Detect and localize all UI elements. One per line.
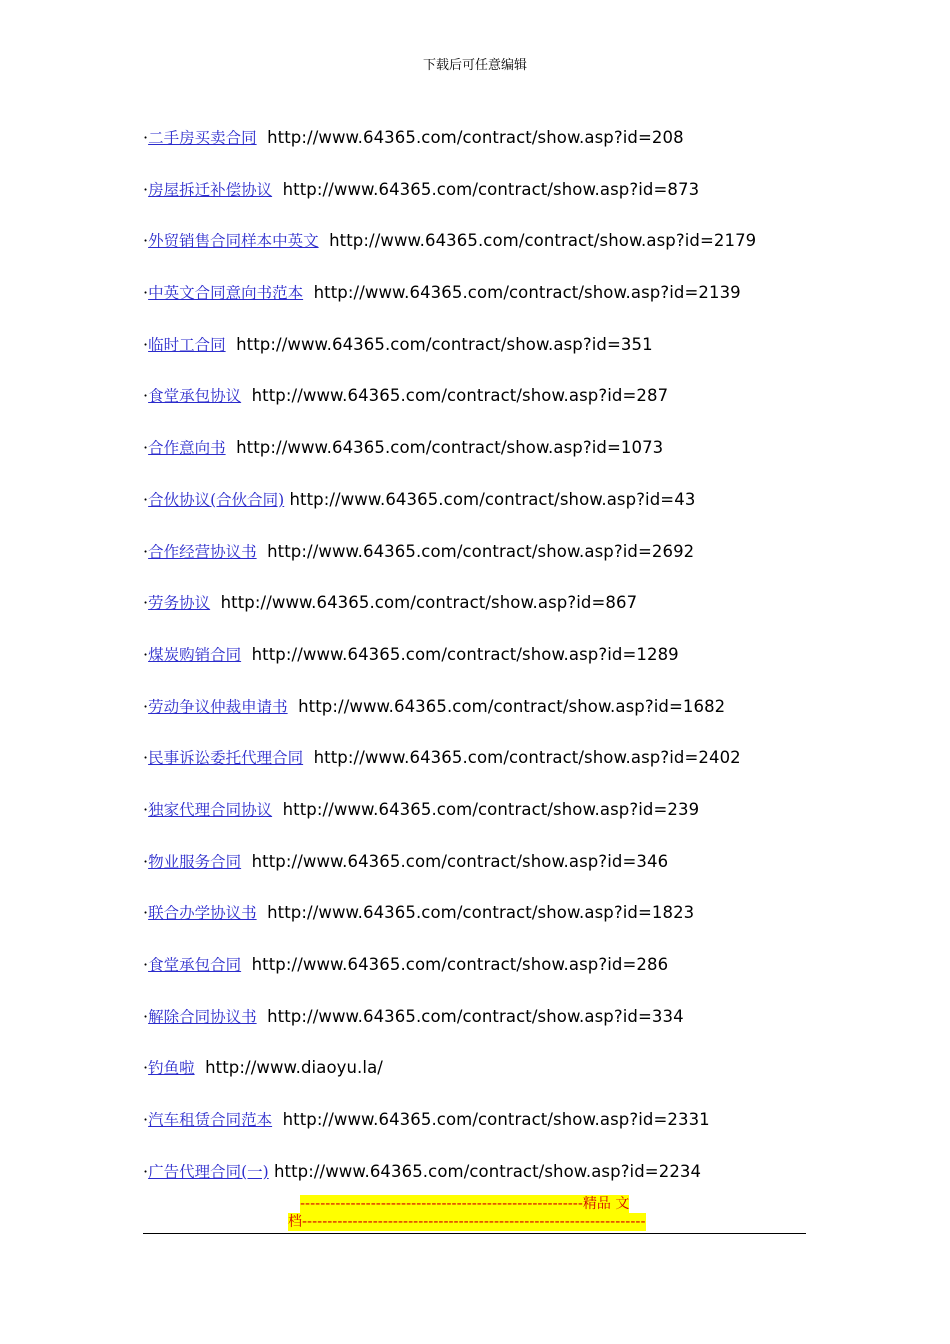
list-item: [143, 436, 843, 488]
contract-title-link[interactable]: 中英文合同意向书范本: [148, 284, 304, 303]
contract-title-link[interactable]: 物业服务合同: [148, 852, 242, 871]
list-item: [143, 178, 843, 230]
bullet: ·: [143, 903, 149, 923]
bullet: ·: [143, 386, 149, 406]
contract-title-link[interactable]: 临时工合同: [148, 335, 226, 354]
contract-url: http://www.64365.com/contract/show.asp?id=1289: [251, 644, 679, 664]
contract-url: http://www.64365.com/contract/show.asp?id=2402: [313, 748, 741, 768]
contract-title-link[interactable]: 合作经营协议书: [148, 542, 257, 561]
list-item: [143, 488, 843, 540]
bullet: ·: [143, 644, 149, 664]
contract-url: http://www.64365.com/contract/show.asp?id=208: [267, 128, 684, 147]
list-item: [143, 953, 843, 1005]
bullet: ·: [143, 489, 149, 509]
bullet: ·: [143, 283, 149, 303]
contract-title-link[interactable]: 独家代理合同协议: [148, 800, 273, 819]
contract-title-link[interactable]: 食堂承包合同: [148, 956, 242, 974]
bullet: ·: [143, 438, 149, 458]
contract-title-link[interactable]: 食堂承包协议: [148, 387, 242, 406]
bullet: ·: [143, 851, 149, 871]
bullet: ·: [143, 593, 149, 613]
bullet: ·: [143, 128, 149, 147]
bullet: ·: [143, 541, 149, 561]
contract-url: http://www.64365.com/contract/show.asp?id=1682: [298, 696, 726, 716]
contract-url: http://www.64365.com/contract/show.asp?id=2234: [273, 1161, 702, 1181]
list-item: [143, 229, 843, 281]
page-header: 下载后可任意编辑: [422, 58, 527, 73]
contract-url: http://www.64365.com/contract/show.asp?id=2692: [267, 541, 695, 561]
contract-url: http://www.64365.com/contract/show.asp?id=239: [282, 799, 700, 819]
contract-url: http://www.64365.com/contract/show.asp?id=2139: [313, 283, 741, 303]
bullet: ·: [143, 1110, 149, 1130]
list-item: [143, 540, 843, 592]
bullet: ·: [143, 748, 149, 768]
contract-title-link[interactable]: 民事诉讼委托代理合同: [148, 749, 304, 768]
contract-url: http://www.diaoyu.la/: [205, 1058, 383, 1078]
contract-url: http://www.64365.com/contract/show.asp?id=867: [220, 593, 638, 613]
bullet: ·: [143, 1006, 149, 1026]
contract-title-link[interactable]: 解除合同协议书: [148, 1007, 257, 1026]
list-item: [143, 1108, 843, 1160]
list-item: [143, 695, 843, 747]
contract-title-link[interactable]: 煤炭购销合同: [148, 645, 242, 664]
footer-watermark-line-1: --------------------------------------------------------精品 文: [300, 1196, 630, 1212]
list-item: [143, 901, 843, 953]
contract-url: http://www.64365.com/contract/show.asp?id=873: [282, 179, 700, 199]
bullet: ·: [143, 334, 149, 354]
list-item: [143, 281, 843, 333]
contract-url: http://www.64365.com/contract/show.asp?id=346: [251, 851, 669, 871]
contract-url: http://www.64365.com/contract/show.asp?id=1823: [267, 903, 695, 923]
contract-title-link[interactable]: 汽车租赁合同范本: [148, 1111, 273, 1130]
list-item: [143, 126, 843, 178]
bullet: ·: [143, 799, 149, 819]
bullet: ·: [143, 1161, 149, 1181]
contract-url: http://www.64365.com/contract/show.asp?id=286: [251, 955, 669, 974]
list-item: [143, 643, 843, 695]
contract-url: http://www.64365.com/contract/show.asp?id=351: [236, 334, 653, 354]
bullet: ·: [143, 179, 149, 199]
contract-title-link[interactable]: 劳务协议: [148, 594, 211, 613]
bullet: ·: [143, 1058, 149, 1078]
contract-url: http://www.64365.com/contract/show.asp?id=334: [267, 1006, 684, 1026]
list-item: [143, 1005, 843, 1057]
contract-title-link[interactable]: 合伙协议(合伙合同): [148, 490, 285, 509]
contract-url: http://www.64365.com/contract/show.asp?id=2179: [329, 231, 757, 251]
contract-title-link[interactable]: 劳动争议仲裁申请书: [148, 697, 288, 716]
footer-watermark-line-2: 档--------------------------------------------------------------------: [288, 1214, 646, 1230]
contract-url: http://www.64365.com/contract/show.asp?id=287: [251, 386, 669, 406]
list-item: [143, 333, 843, 385]
list-item: [143, 746, 843, 798]
bullet: ·: [143, 696, 149, 716]
contract-title-link[interactable]: 外贸销售合同样本中英文: [148, 232, 319, 251]
footer-divider: [143, 1233, 806, 1234]
list-item: [143, 384, 843, 436]
list-item: [143, 850, 843, 902]
contract-title-link[interactable]: 二手房买卖合同: [148, 129, 257, 147]
contract-title-link[interactable]: 联合办学协议书: [148, 904, 257, 923]
contract-url: http://www.64365.com/contract/show.asp?id=1073: [236, 438, 664, 458]
list-item: [143, 1056, 843, 1108]
contract-title-link[interactable]: 合作意向书: [148, 439, 226, 458]
list-item: [143, 591, 843, 643]
contract-link-list: [143, 126, 843, 1211]
bullet: ·: [143, 955, 149, 974]
contract-url: http://www.64365.com/contract/show.asp?id=43: [289, 489, 696, 509]
bullet: ·: [143, 231, 149, 251]
list-item: [143, 798, 843, 850]
contract-title-link[interactable]: 广告代理合同(一): [148, 1162, 269, 1181]
contract-title-link[interactable]: 钓鱼啦: [148, 1059, 195, 1078]
contract-url: http://www.64365.com/contract/show.asp?id=2331: [282, 1110, 710, 1130]
contract-title-link[interactable]: 房屋拆迁补偿协议: [148, 180, 273, 199]
